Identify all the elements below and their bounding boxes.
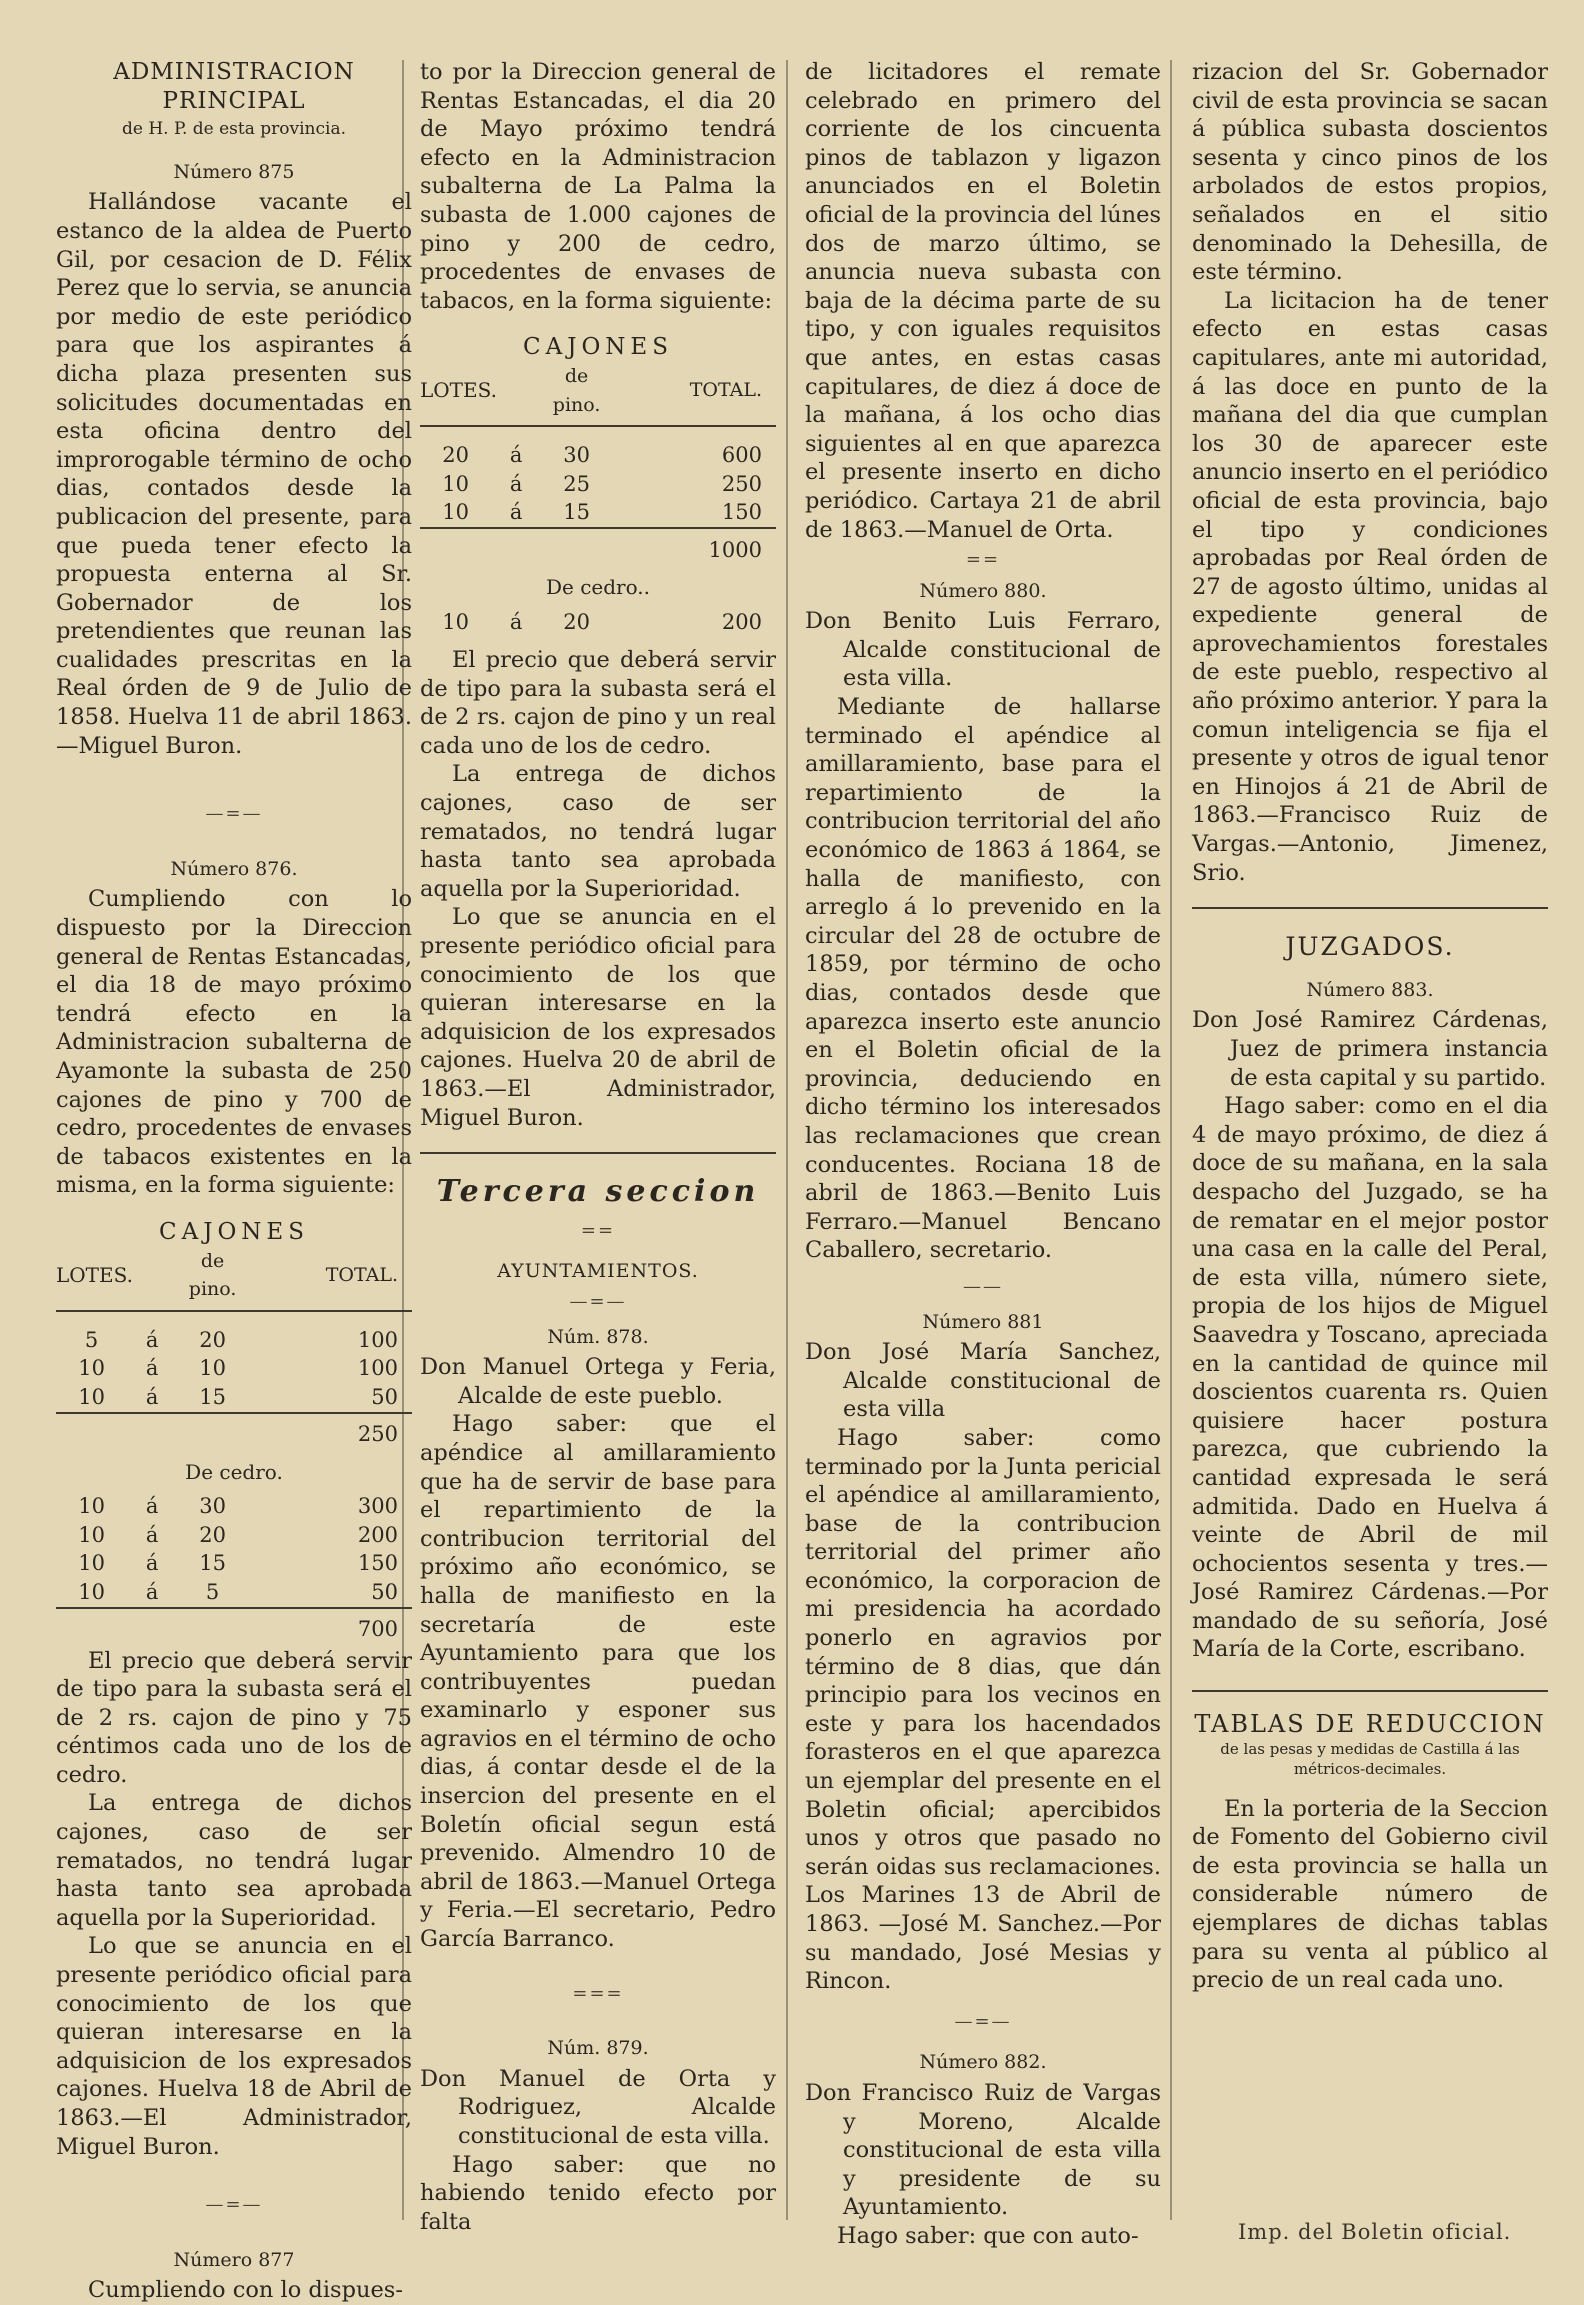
lots-table [420, 608, 776, 637]
lot-cell: 5 [205, 1579, 220, 1604]
lots-table [56, 1492, 412, 1646]
lot-cell: á [509, 471, 523, 496]
notice-text: Lo que se anuncia en el presente periódico oficial para conocimiento de los que quieran interesarse en la adquisicion de los expresados cajones. Huelva 18 de Abril de 1863.—El Administrador, Miguel Buron. [56, 1933, 412, 2160]
lot-cell: 600 [721, 443, 762, 468]
col-header: TOTAL. [612, 362, 776, 426]
notice-title: Don José Ramirez Cárdenas, Juez de primera instancia de esta capital y su partido. [1192, 1007, 1548, 1091]
printer-imprint: Imp. del Boletin oficial. [1238, 2220, 1512, 2244]
notice-text: El precio que deberá servir de tipo para la subasta será el de 2 rs. cajon de pino y 75 céntimos cada uno de los de cedro. [56, 1647, 412, 1788]
lot-cell: 10 [78, 1356, 105, 1381]
separator: —=— [205, 2194, 263, 2216]
notice-text: La entrega de dichos cajones, caso de ser rematados, no tendrá lugar hasta tanto sea aprobada aquella por la Superioridad. [56, 1790, 412, 1931]
notice-text: La licitacion ha de tener efecto en estas casas capitulares, ante mi autoridad, á las doce en punto de la mañana del dia que cumplan los 30 de aparecer este anuncio inserto en el periódico oficial de esta provincia, bajo el tipo y condiciones aprobadas por Real órden de 27 de agosto último, unidas al expediente general de aprovechamientos forestales de este pueblo, respectivo al año próximo anterior. Y para la comun inteligencia se fija el presente y otros de igual tenor en Hinojos á 21 de Abril de 1863.—Francisco Ruiz de Vargas.—Antonio, Jimenez, Srio. [1192, 287, 1548, 886]
notice-number: Número 876. [170, 857, 298, 880]
column-3 [805, 58, 1161, 2251]
notice-number: Núm. 879. [547, 2037, 649, 2060]
lot-row [56, 1549, 412, 1578]
lot-row [56, 1578, 412, 1608]
table-title: CAJONES [159, 1218, 309, 1245]
lot-cell: 10 [78, 1551, 105, 1576]
notice-number: Número 882. [919, 2051, 1047, 2074]
lot-cell: 5 [84, 1327, 99, 1352]
section-title: Tercera seccion [436, 1174, 760, 1210]
lot-row [420, 441, 776, 470]
notice-text: El precio que deberá servir de tipo para la subasta será el de 2 rs. cajon de pino y un real cada uno de los de cedro. [420, 647, 776, 759]
separator: === [572, 1982, 624, 2004]
notice-number: Número 875 [173, 160, 295, 183]
notice-text: de licitadores el remate celebrado en primero del corriente de los cincuenta pinos de tablazon y ligazon anunciados en el Boletin oficial de la provincia del lúnes dos de marzo último, se anuncia nueva subasta con baja de la décima parte de su tipo, y con iguales requisitos que antes, en estas casas capitulares, de diez á doce de la mañana, á los ocho dias siguientes al en que aparezca el presente inserto en dicho periódico. Cartaya 21 de abril de 1863.—Manuel de Orta. [805, 59, 1161, 543]
notice-text: Lo que se anuncia en el presente periódico oficial para conocimiento de los que quieran interesarse en la adquisicion de los expresados cajones. Huelva 20 de abril de 1863.—El Administrador, Miguel Buron. [420, 904, 776, 1131]
col-header: LOTES. [56, 1247, 177, 1311]
lot-cell: 10 [78, 1579, 105, 1604]
lot-row [56, 1354, 412, 1383]
lot-cell: 30 [563, 443, 590, 468]
cedro-label: De cedro.. [545, 574, 651, 599]
notice-text: Hallándose vacante el estanco de la aldea de Puerto Gil, por cesacion de D. Félix Perez que lo servia, se anuncia por medio de este periódico para que los aspirantes á dicha plaza presenten sus solicitudes documentadas en esta oficina dentro del improrogable término de ocho dias, contados desde la publicacion del presente, para que pueda tener efecto la propuesta enterna al Sr. Gobernador de los pretendientes que reunan las cualidades prescritas en la Real órden de 9 de Julio de 1858. Huelva 11 de abril 1863.—Miguel Buron. [56, 189, 412, 759]
column-2 [420, 58, 776, 2236]
separator: —— [963, 1275, 1003, 1297]
column-4 [1192, 58, 1548, 1995]
tablas-heading: TABLAS DE REDUCCION [1194, 1710, 1546, 1739]
subsection-title: AYUNTAMIENTOS. [497, 1260, 699, 1283]
lot-cell: 150 [357, 1551, 398, 1576]
notice-text: Cumpliendo con lo dispues- [88, 2277, 403, 2304]
lot-row [420, 608, 776, 637]
lot-cell: 50 [371, 1384, 398, 1409]
notice-text: Hago saber: como terminado por la Junta pericial el apéndice al amillaramiento, base de la contribucion territorial del primer año económico, la corporacion de mi presidencia ha acordado ponerlo en agravios por término de 8 dias, que dán principio para los vecinos en este y para los hacendados forasteros en el que aparezca un ejemplar del presente en el Boletin oficial; apercibidos unos y otros que pasado no serán oidas sus reclamaciones. Los Marines 13 de Abril de 1863. —José M. Sanchez.—Por su mandado, José Mesias y Rincon. [805, 1424, 1161, 1995]
lot-cell: 20 [199, 1522, 226, 1547]
notice-number: Número 880. [919, 579, 1047, 602]
notice-text: Cumpliendo con lo dispuesto por la Direccion general de Rentas Estancadas, el dia 18 de mayo próximo tendrá efecto en la Administracion subalterna de Ayamonte la subasta de 250 cajones de pino y 700 de cedro, procedentes de envases de tabacos existentes en la misma, en la forma siguiente: [56, 886, 412, 1199]
lot-cell: 20 [199, 1327, 226, 1352]
lot-cell: 100 [357, 1356, 398, 1381]
notice-title: Don Manuel de Orta y Rodriguez, Alcalde constitucional de esta villa. [420, 2065, 776, 2149]
lot-cell: á [145, 1522, 159, 1547]
lot-cell: 20 [442, 443, 469, 468]
lot-cell: 200 [721, 609, 762, 634]
divider [1192, 1690, 1548, 1692]
column-rule [1170, 60, 1172, 2220]
lot-row [56, 1521, 412, 1550]
lot-cell: á [145, 1327, 159, 1352]
lot-cell: 15 [199, 1551, 226, 1576]
lot-cell: 15 [199, 1384, 226, 1409]
notice-text: Hago saber: que no habiendo tenido efecto por falta [420, 2151, 776, 2235]
col-header: LOTES. [420, 362, 541, 426]
section-subheading: de H. P. de esta provincia. [121, 119, 346, 140]
notice-title: Don Francisco Ruiz de Vargas y Moreno, Alcalde constitucional de esta villa y presidente de su Ayuntamiento. [805, 2079, 1161, 2221]
notice-number: Número 881 [922, 1310, 1044, 1333]
notice-text: to por la Direccion general de Rentas Estancadas, el dia 20 de Mayo próximo tendrá efecto en la Administracion subalterna de La Palma la subasta de 1.000 cajones de pino y 200 de cedro, procedentes de envases de tabacos, en la forma siguiente: [420, 59, 776, 314]
notice-text: rizacion del Sr. Gobernador civil de esta provincia se sacan á pública subasta doscientos sesenta y cinco pinos de los arbolados de estos propios, señalados en el sitio denominado la Dehesilla, de este término. [1192, 59, 1548, 286]
lot-cell: 10 [442, 471, 469, 496]
table-title: CAJONES [523, 334, 673, 361]
tablas-subheading: de las pesas y medidas de Castilla á las métricos-decimales. [1220, 1739, 1520, 1778]
lot-cell: 10 [78, 1494, 105, 1519]
lots-table [56, 1247, 412, 1452]
lot-row [420, 498, 776, 528]
notice-number: Núm. 878. [547, 1325, 649, 1348]
notice-text: Hago saber: que con auto- [837, 2222, 1139, 2249]
lot-cell: á [145, 1356, 159, 1381]
separator: —=— [954, 2010, 1012, 2032]
column-rule [786, 60, 788, 2220]
column-1 [56, 58, 412, 2305]
notice-text: Hago saber: que el apéndice al amillaramiento que ha de servir de base para el repartimiento de la contribucion territorial del próximo año económico, se halla de manifiesto en la secretaría de este Ayuntamiento para que los contribuyentes puedan examinarlo y esponer sus agravios en el término de ocho dias, á contar desde el de la insercion del presente en el Boletín oficial segun está prevenido. Almendro 10 de abril de 1863.—Manuel Ortega y Feria.—El secretario, Pedro García Barranco. [420, 1411, 776, 1953]
lot-cell: 200 [357, 1522, 398, 1547]
lot-row [56, 1492, 412, 1521]
lot-cell: 25 [563, 471, 590, 496]
lot-row [56, 1383, 412, 1413]
lot-cell: 10 [78, 1384, 105, 1409]
notice-title: Don Benito Luis Ferraro, Alcalde constitucional de esta villa. [805, 608, 1161, 692]
section-heading: ADMINISTRACION PRINCIPAL [113, 59, 355, 114]
notice-number: Número 877 [173, 2248, 295, 2271]
col-header: TOTAL. [248, 1247, 412, 1311]
separator: == [965, 549, 1001, 571]
col-header: de pino. [177, 1247, 248, 1311]
lot-cell: á [145, 1494, 159, 1519]
lot-cell: 300 [357, 1494, 398, 1519]
lot-cell: á [145, 1551, 159, 1576]
divider [420, 1152, 776, 1154]
subtotal: 700 [248, 1608, 412, 1647]
separator: —=— [569, 1290, 627, 1312]
divider [1192, 907, 1548, 909]
lot-cell: á [509, 500, 523, 525]
notice-text: Mediante de hallarse terminado el apéndice al amillaramiento, base para el repartimiento de la contribucion territorial del año económico de 1863 á 1864, se halla de manifiesto, con arreglo á lo prevenido en la circular del 28 de octubre de 1859, por término de ocho dias, contados desde que aparezca inserto este anuncio en el Boletin oficial de la provincia, deduciendo en dicho término los interesados las reclamaciones que crean conducentes. Rociana 18 de abril de 1863.—Benito Luis Ferraro.—Manuel Bencano Caballero, secretario. [805, 694, 1161, 1264]
notice-title: Don José María Sanchez, Alcalde constitucional de esta villa [805, 1339, 1161, 1423]
lot-cell: á [145, 1579, 159, 1604]
subtotal: 250 [248, 1413, 412, 1452]
lot-cell: 250 [721, 471, 762, 496]
lot-row [420, 470, 776, 499]
lot-cell: 10 [78, 1522, 105, 1547]
lot-cell: 10 [199, 1356, 226, 1381]
separator: == [580, 1219, 616, 1241]
lot-cell: 20 [563, 609, 590, 634]
lot-cell: 100 [357, 1327, 398, 1352]
lot-cell: á [145, 1384, 159, 1409]
lot-cell: 150 [721, 500, 762, 525]
lot-cell: 10 [442, 500, 469, 525]
lot-cell: 50 [371, 1579, 398, 1604]
lots-table [420, 362, 776, 567]
col-header: de pino. [541, 362, 612, 426]
subtotal: 1000 [612, 528, 776, 567]
lot-cell: á [509, 609, 523, 634]
lot-cell: á [509, 443, 523, 468]
section-title: JUZGADOS. [1285, 932, 1455, 962]
notice-text: En la porteria de la Seccion de Fomento del Gobierno civil de esta provincia se halla un considerable número de ejemplares de dichas tablas para su venta al público al precio de un real cada uno. [1192, 1795, 1548, 1994]
notice-number: Número 883. [1306, 978, 1434, 1001]
lot-row [56, 1326, 412, 1355]
separator: —=— [205, 803, 263, 825]
notice-text: Hago saber: como en el dia 4 de mayo próximo, de diez á doce de su mañana, en la sala despacho del Juzgado, se ha de rematar en el mejor postor una casa en la calle del Peral, de esta villa, número siete, propia de los hijos de Miguel Saavedra y Toscano, apreciada en la cantidad de quince mil doscientos cuarenta rs. Quien quisiere hacer postura parezca, que cubriendo la cantidad expresada le será admitida. Dado en Huelva á veinte de Abril de mil ochocientos sesenta y tres.—José Ramirez Cárdenas.—Por mandado de su señoría, José María de la Corte, escribano. [1192, 1093, 1548, 1663]
notice-title: Don Manuel Ortega y Feria, Alcalde de este pueblo. [420, 1354, 776, 1409]
notice-text: La entrega de dichos cajones, caso de ser rematados, no tendrá lugar hasta tanto sea aprobada aquella por la Superioridad. [420, 761, 776, 902]
lot-cell: 10 [442, 609, 469, 634]
cedro-label: De cedro. [185, 1459, 283, 1484]
lot-cell: 15 [563, 500, 590, 525]
lot-cell: 30 [199, 1494, 226, 1519]
